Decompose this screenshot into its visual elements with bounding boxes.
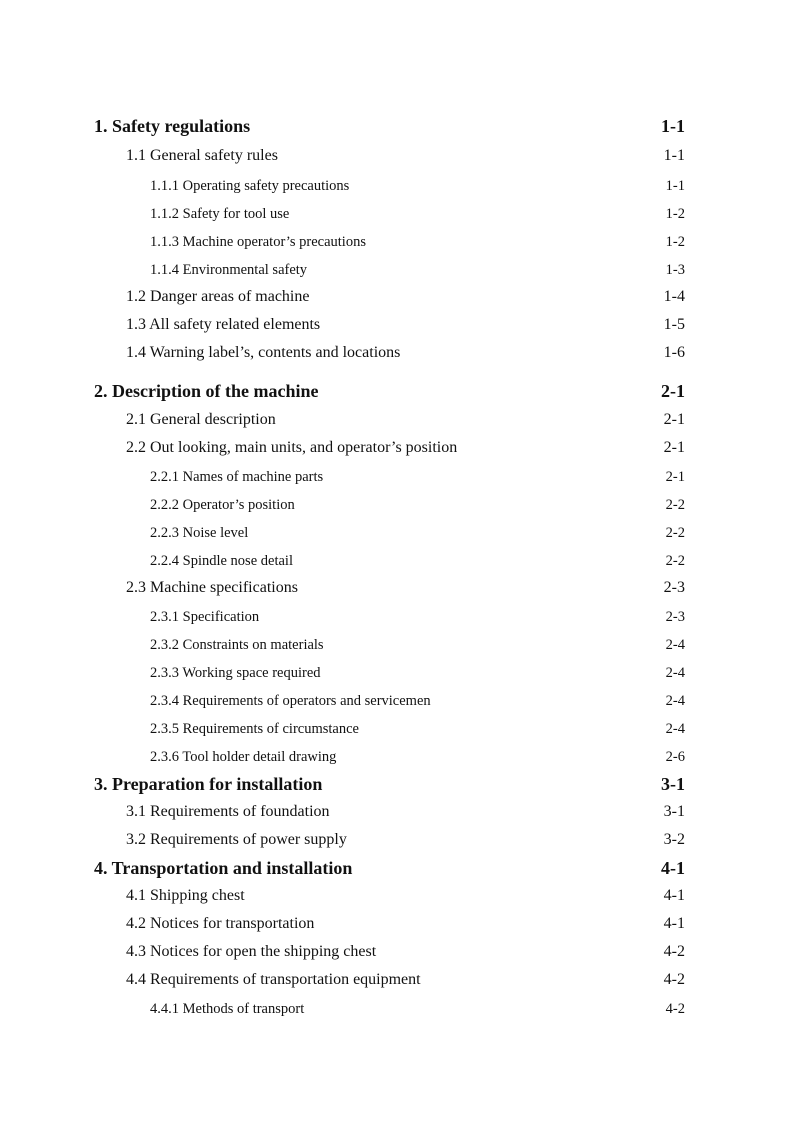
toc-entry	[0, 436, 793, 460]
toc-entry	[0, 144, 793, 168]
toc-title: 2. Description of the machine	[94, 381, 319, 401]
toc-title: 4.2 Notices for transportation	[126, 915, 315, 932]
toc-entry	[0, 661, 793, 685]
toc-entry	[0, 408, 793, 432]
toc-page-number: 2-3	[665, 609, 685, 625]
toc-title: 2.2.1 Names of machine parts	[150, 469, 324, 485]
toc-title: 1.1.3 Machine operator’s precautions	[150, 234, 366, 250]
toc-page-number: 3-1	[661, 774, 685, 794]
toc-entry	[0, 772, 793, 796]
toc-title: 1.2 Danger areas of machine	[126, 288, 310, 305]
toc-title: 2.3.6 Tool holder detail drawing	[150, 749, 337, 765]
toc-page-number: 3-1	[663, 803, 685, 820]
toc-page-number: 2-4	[665, 721, 685, 737]
toc-entry	[0, 689, 793, 713]
toc-page-number: 4-2	[665, 1001, 685, 1017]
toc-page-number: 2-1	[665, 469, 685, 485]
toc-page-number: 2-2	[665, 553, 685, 569]
toc-title: 1.1.4 Environmental safety	[150, 262, 308, 278]
toc-page-number: 2-1	[661, 381, 685, 401]
toc-title: 4. Transportation and installation	[94, 858, 353, 878]
toc-page-number: 2-4	[665, 637, 685, 653]
toc-entry	[0, 828, 793, 852]
toc-title: 4.4 Requirements of transportation equipment	[126, 971, 421, 988]
toc-page-number: 4-2	[663, 971, 685, 988]
toc-page-number: 1-3	[665, 262, 685, 278]
toc-page-number: 4-1	[663, 887, 685, 904]
toc-page-number: 2-2	[665, 525, 685, 541]
toc-title: 2.3.5 Requirements of circumstance	[150, 721, 359, 737]
toc-entry	[0, 633, 793, 657]
toc-entry	[0, 912, 793, 936]
toc-entry	[0, 605, 793, 629]
toc-entry	[0, 174, 793, 198]
toc-page-number: 1-1	[663, 147, 685, 164]
toc-title: 3.1 Requirements of foundation	[126, 803, 330, 820]
toc-title: 1.1.2 Safety for tool use	[150, 206, 290, 222]
toc-title: 4.3 Notices for open the shipping chest	[126, 943, 377, 960]
toc-page-number: 2-4	[665, 665, 685, 681]
toc-title: 2.3.3 Working space required	[150, 665, 321, 681]
toc-entry	[0, 521, 793, 545]
toc-title: 2.3 Machine specifications	[126, 579, 298, 596]
toc-title: 2.3.4 Requirements of operators and servicemen	[150, 693, 431, 709]
toc-title: 1.1.1 Operating safety precautions	[150, 178, 350, 194]
toc-entry	[0, 114, 793, 138]
toc-entry	[0, 465, 793, 489]
toc-entry	[0, 576, 793, 600]
toc-page-number: 1-6	[663, 344, 685, 361]
toc-entry	[0, 202, 793, 226]
toc-page-number: 1-2	[665, 206, 685, 222]
toc-title: 3.2 Requirements of power supply	[126, 831, 347, 848]
toc-entry	[0, 258, 793, 282]
toc-title: 1.1 General safety rules	[126, 147, 278, 164]
toc-entry	[0, 856, 793, 880]
toc-page-number: 2-1	[663, 411, 685, 428]
toc-page-number: 3-2	[663, 831, 685, 848]
toc-entry	[0, 884, 793, 908]
toc-entry	[0, 313, 793, 337]
toc-title: 2.2.4 Spindle nose detail	[150, 553, 293, 569]
toc-title: 2.2 Out looking, main units, and operator’s position	[126, 439, 458, 456]
toc-entry	[0, 379, 793, 403]
toc-entry	[0, 341, 793, 365]
toc-entry	[0, 745, 793, 769]
toc-title: 2.3.1 Specification	[150, 609, 260, 625]
toc-title: 4.1 Shipping chest	[126, 887, 245, 904]
toc-title: 2.2.2 Operator’s position	[150, 497, 295, 513]
toc-entry	[0, 940, 793, 964]
toc-title: 2.1 General description	[126, 411, 276, 428]
toc-page-number: 1-1	[661, 116, 685, 136]
toc-entry	[0, 285, 793, 309]
toc-entry	[0, 800, 793, 824]
toc-page-number: 2-2	[665, 497, 685, 513]
toc-entry	[0, 230, 793, 254]
toc-entry	[0, 968, 793, 992]
toc-page-number: 1-5	[663, 316, 685, 333]
toc-page-number: 2-3	[663, 579, 685, 596]
toc-entry	[0, 493, 793, 517]
toc-entry	[0, 997, 793, 1021]
toc-title: 2.2.3 Noise level	[150, 525, 249, 541]
toc-title: 2.3.2 Constraints on materials	[150, 637, 324, 653]
toc-entry	[0, 549, 793, 573]
toc-entry	[0, 717, 793, 741]
toc-title: 1.3 All safety related elements	[126, 316, 321, 333]
toc-title: 4.4.1 Methods of transport	[150, 1001, 305, 1017]
toc-title: 1. Safety regulations	[94, 116, 251, 136]
toc-page-number: 2-6	[665, 749, 685, 765]
toc-title: 3. Preparation for installation	[94, 774, 323, 794]
toc-title: 1.4 Warning label’s, contents and locations	[126, 344, 401, 361]
toc-page-number: 4-1	[663, 915, 685, 932]
toc-page-number: 1-4	[663, 288, 685, 305]
toc-page-number: 2-1	[663, 439, 685, 456]
toc-page-number: 1-1	[665, 178, 685, 194]
toc-page-number: 1-2	[665, 234, 685, 250]
toc-page-number: 4-2	[663, 943, 685, 960]
toc-page-number: 2-4	[665, 693, 685, 709]
toc-page-number: 4-1	[661, 858, 685, 878]
